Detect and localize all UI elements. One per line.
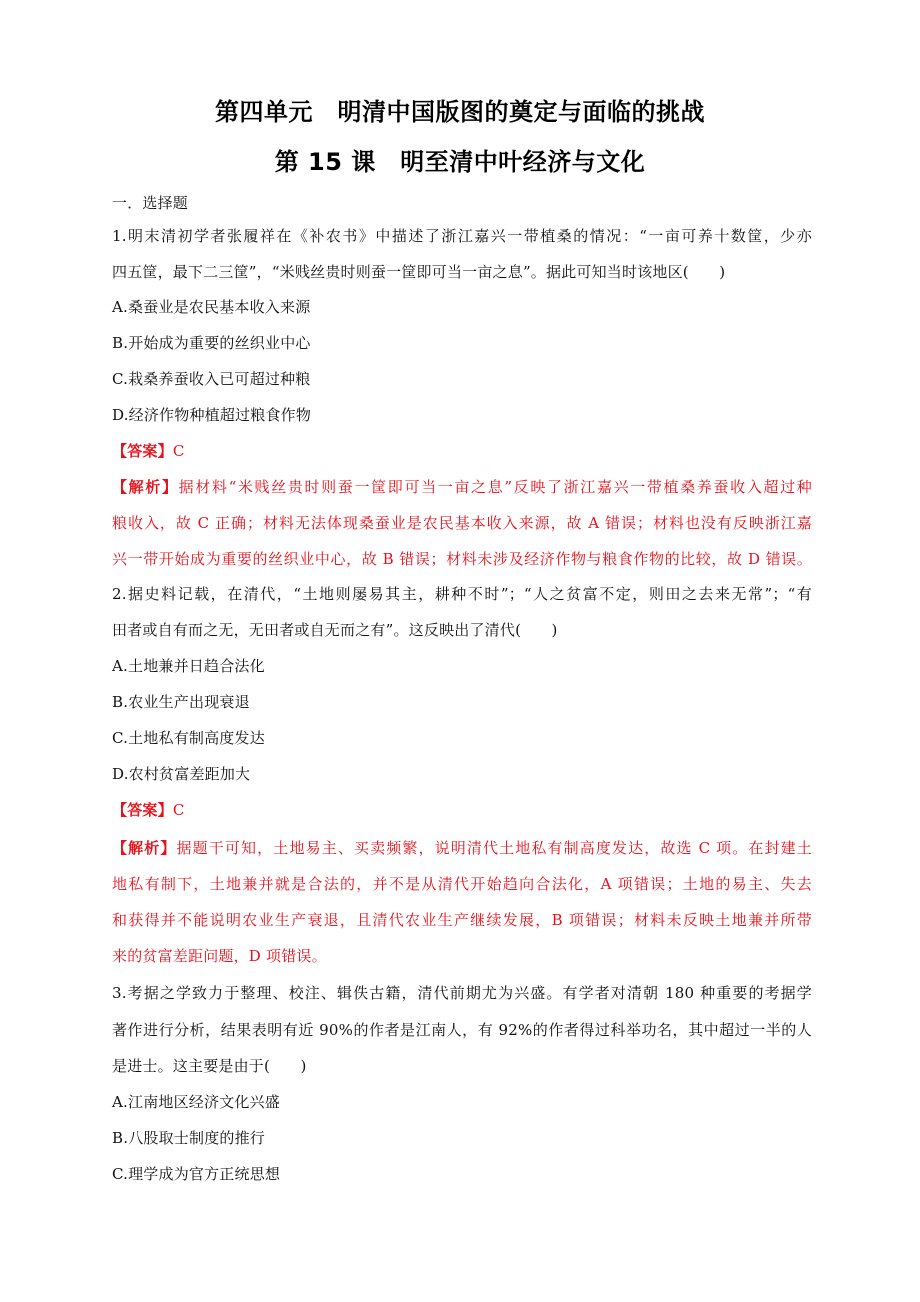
- unit-title: 第四单元 明清中国版图的奠定与面临的挑战: [215, 98, 705, 126]
- answer-label: 【答案】: [112, 442, 173, 460]
- question-2-option-d: D.农村贫富差距加大: [112, 765, 251, 783]
- question-2-stem-line-2: 田者或自有而之无，无田者或自无而之有”。这反映出了清代( ): [112, 621, 558, 639]
- question-3-option-c: C.理学成为官方正统思想: [112, 1165, 281, 1183]
- question-2-analysis-line-4: 来的贫富差距问题，D 项错误。: [112, 947, 327, 965]
- question-3-stem-line-3: 是进士。这主要是由于( ): [112, 1057, 307, 1075]
- question-1-stem-line-1: 1.明末清初学者张履祥在《补农书》中描述了浙江嘉兴一带植桑的情况：“一亩可养十数筐，少亦: [112, 227, 812, 245]
- analysis-text: 据题干可知，土地易主、买卖频繁，说明清代土地私有制高度发达，故选 C 项。在封建土: [176, 839, 812, 857]
- question-1-option-c: C.栽桑养蚕收入已可超过种粮: [112, 370, 311, 388]
- answer-value: C: [172, 442, 185, 460]
- question-2-analysis-line-1: [112, 838, 812, 858]
- question-1-analysis-line-1: [112, 477, 812, 497]
- question-1-option-d: D.经济作物种植超过粮食作物: [112, 406, 312, 424]
- answer-label: 【答案】: [112, 801, 173, 819]
- question-2-analysis-line-3: 和获得并不能说明农业生产衰退，且清代农业生产继续发展，B 项错误；材料未反映土地兼并所带: [112, 911, 812, 929]
- question-1-analysis-line-2: 粮收入，故 C 正确；材料无法体现桑蚕业是农民基本收入来源，故 A 错误；材料也没有反映浙江嘉: [112, 514, 812, 532]
- lesson-title: 第 15 课 明至清中叶经济与文化: [274, 148, 646, 176]
- analysis-text: 据材料“米贱丝贵时则蚕一筐即可当一亩之息”反映了浙江嘉兴一带植桑养蚕收入超过种: [178, 478, 812, 496]
- question-2-stem-line-1: 2.据史料记载，在清代，“土地则屡易其主，耕种不时”；“人之贫富不定，则田之去来无常”；“有: [112, 585, 812, 603]
- question-2-option-b: B.农业生产出现衰退: [112, 693, 250, 711]
- question-1-stem-line-2: 四五筐，最下二三筐”，“米贱丝贵时则蚕一筐即可当一亩之息”。据此可知当时该地区( ): [112, 263, 726, 281]
- analysis-label: 【解析】: [112, 839, 177, 857]
- question-2-option-c: C.土地私有制高度发达: [112, 729, 265, 747]
- question-2-answer: [112, 800, 812, 820]
- question-2-option-a: A.土地兼并日趋合法化: [112, 657, 265, 675]
- answer-value: C: [172, 801, 185, 819]
- question-3-stem-line-1: 3.考据之学致力于整理、校注、辑佚古籍，清代前期尤为兴盛。有学者对清朝 180 种重要的考据学: [112, 984, 812, 1002]
- question-1-option-b: B.开始成为重要的丝织业中心: [112, 334, 311, 352]
- question-3-option-b: B.八股取士制度的推行: [112, 1129, 265, 1147]
- section-heading: 一．选择题: [112, 194, 189, 212]
- question-1-option-a: A.桑蚕业是农民基本收入来源: [112, 298, 311, 316]
- question-1-answer: [112, 441, 812, 461]
- question-2-analysis-line-2: 地私有制下，土地兼并就是合法的，并不是从清代开始趋向合法化，A 项错误；土地的易主、失去: [112, 875, 812, 893]
- question-1-analysis-line-3: 兴一带开始成为重要的丝织业中心，故 B 错误；材料未涉及经济作物与粮食作物的比较，故 D 错误。: [112, 550, 812, 568]
- question-3-stem-line-2: 著作进行分析，结果表明有近 90%的作者是江南人，有 92%的作者得过科举功名，其中超过一半的人: [112, 1021, 812, 1039]
- analysis-label: 【解析】: [112, 478, 179, 496]
- question-3-option-a: A.江南地区经济文化兴盛: [112, 1093, 281, 1111]
